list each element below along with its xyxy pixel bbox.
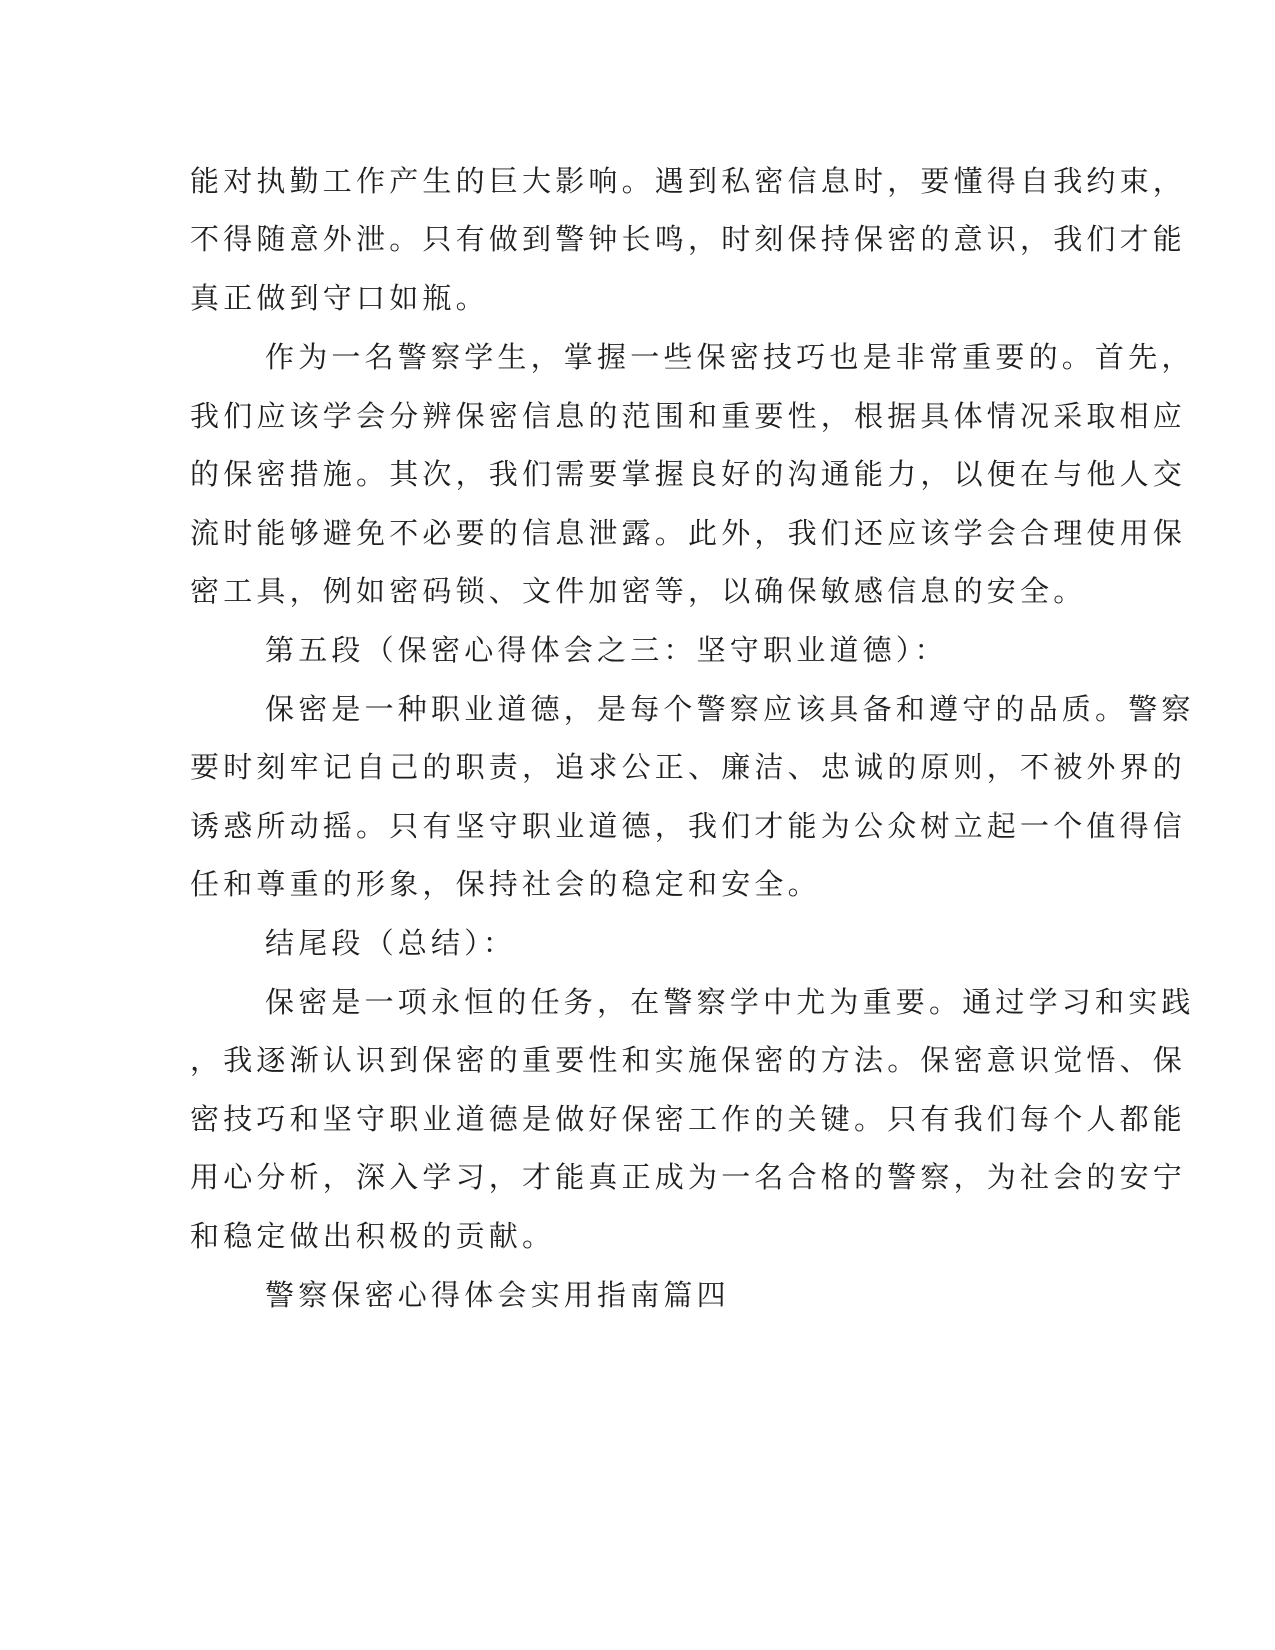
paragraph-line: 不得随意外泄。只有做到警钟长鸣，时刻保持保密的意识，我们才能 — [190, 222, 1187, 256]
paragraph-line: 用心分析，深入学习，才能真正成为一名合格的警察，为社会的安宁 — [190, 1160, 1187, 1194]
paragraph-line: 流时能够避免不必要的信息泄露。此外，我们还应该学会合理使用保 — [190, 516, 1187, 550]
paragraph-line: 保密是一种职业道德，是每个警察应该具备和遵守的品质。警察 — [265, 692, 1195, 726]
paragraph-line: 密工具，例如密码锁、文件加密等，以确保敏感信息的安全。 — [190, 574, 1087, 608]
section-heading: 第五段（保密心得体会之三：坚守职业道德）： — [265, 633, 948, 667]
paragraph-line: 的保密措施。其次，我们需要掌握良好的沟通能力，以便在与他人交 — [190, 457, 1187, 491]
paragraph-line: 密技巧和坚守职业道德是做好保密工作的关键。只有我们每个人都能 — [190, 1102, 1187, 1136]
paragraph-line: 任和尊重的形象，保持社会的稳定和安全。 — [190, 867, 821, 901]
paragraph-line: 作为一名警察学生，掌握一些保密技巧也是非常重要的。首先， — [265, 340, 1195, 374]
paragraph-line: 我们应该学会分辨保密信息的范围和重要性，根据具体情况采取相应 — [190, 399, 1187, 433]
part-title: 警察保密心得体会实用指南篇四 — [265, 1278, 730, 1312]
paragraph-line: 真正做到守口如瓶。 — [190, 281, 489, 315]
paragraph-line: 保密是一项永恒的任务，在警察学中尤为重要。通过学习和实践 — [265, 985, 1195, 1019]
paragraph-line: 能对执勤工作产生的巨大影响。遇到私密信息时，要懂得自我约束， — [190, 164, 1187, 198]
section-heading: 结尾段（总结）： — [265, 926, 517, 960]
paragraph-line: 和稳定做出积极的贡献。 — [190, 1219, 556, 1253]
paragraph-line: ，我逐渐认识到保密的重要性和实施保密的方法。保密意识觉悟、保 — [190, 1043, 1187, 1077]
paragraph-line: 要时刻牢记自己的职责，追求公正、廉洁、忠诚的原则，不被外界的 — [190, 750, 1187, 784]
paragraph-line: 诱惑所动摇。只有坚守职业道德，我们才能为公众树立起一个值得信 — [190, 809, 1187, 843]
